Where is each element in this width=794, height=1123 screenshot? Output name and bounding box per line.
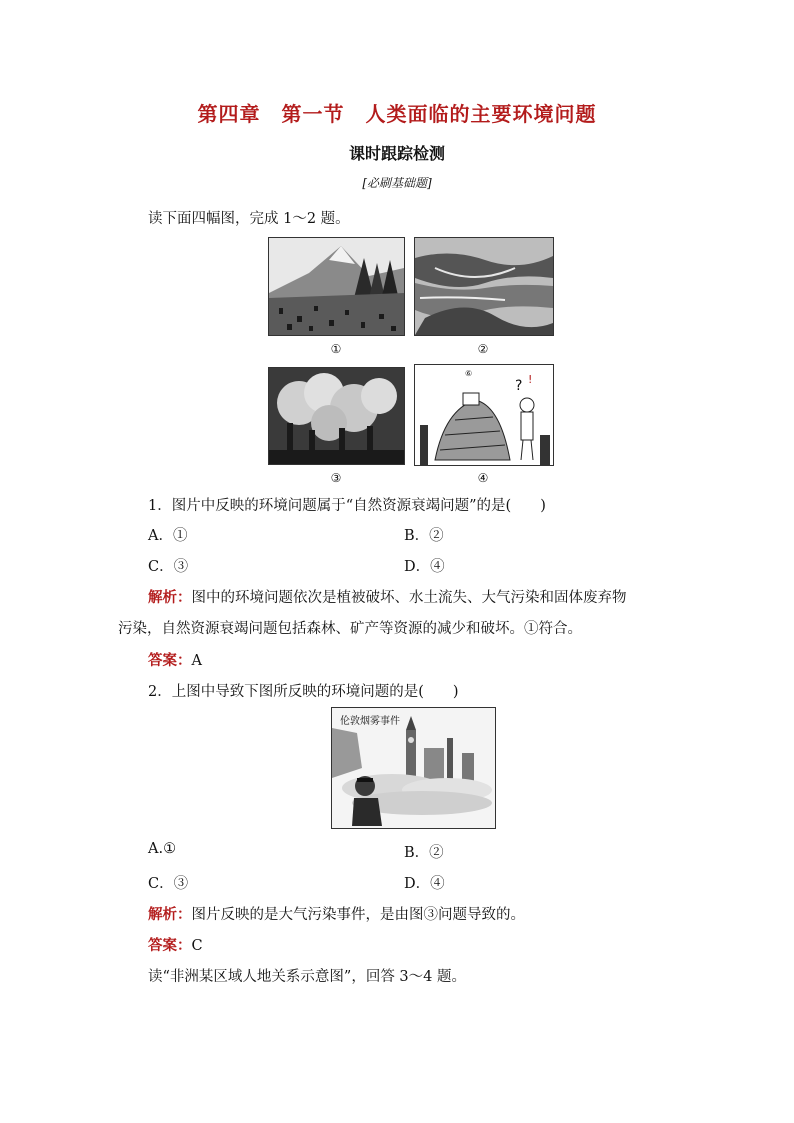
- q2-answer-value: C: [191, 938, 203, 954]
- q1-analysis: [148, 586, 627, 607]
- q1-answer-label: 答案：: [148, 652, 192, 669]
- q2-option-c: C．③: [148, 876, 189, 892]
- q2-answer: [148, 934, 203, 955]
- figure-3-air-pollution: [268, 367, 405, 465]
- figure-3-caption: ③: [330, 471, 342, 485]
- q1-analysis-label: 解析：: [148, 589, 192, 606]
- q2-analysis: [148, 903, 525, 924]
- q1-answer: [148, 649, 202, 670]
- section-label: [必刷基础题]: [362, 176, 432, 190]
- q1-option-d: D．④: [404, 559, 445, 575]
- q2-stem: 2．上图中导致下图所反映的环境问题的是( ): [148, 684, 459, 700]
- cartoon-text: ⑥: [465, 369, 473, 378]
- svg-text:!: !: [528, 373, 533, 386]
- smog-figure-label: 伦敦烟雾事件: [340, 716, 400, 727]
- q2-option-b: B．②: [404, 845, 444, 861]
- figure-london-smog: [331, 707, 496, 829]
- q1-option-c: C．③: [148, 559, 189, 575]
- svg-text:?: ?: [515, 378, 523, 394]
- figure-4-caption: ④: [477, 471, 489, 485]
- q2-answer-label: 答案：: [148, 937, 192, 954]
- figure-1-deforestation: [268, 237, 405, 336]
- q2-option-d: D．④: [404, 876, 445, 892]
- q1-answer-value: A: [191, 653, 202, 669]
- q1-analysis-text-1: 图中的环境问题依次是植被破坏、水土流失、大气污染和固体废弃物: [191, 590, 627, 606]
- q1-option-b: B．②: [404, 528, 444, 544]
- q2-analysis-text: 图片反映的是大气污染事件，是由图③问题导致的。: [191, 907, 525, 923]
- q2-analysis-label: 解析：: [148, 906, 192, 923]
- intro-text: 读下面四幅图，完成 1～2 题。: [148, 211, 350, 227]
- chapter-title: 第四章 第一节 人类面临的主要环境问题: [197, 102, 597, 126]
- figure-1-caption: ①: [330, 342, 342, 356]
- page-subtitle: 课时跟踪检测: [348, 144, 445, 163]
- q1-analysis-text-2: 污染，自然资源衰竭问题包括森林、矿产等资源的减少和破坏。①符合。: [118, 621, 582, 637]
- figure-2-caption: ②: [477, 342, 489, 356]
- q2-option-a: A.①: [148, 841, 177, 857]
- figure-4-solid-waste: [414, 364, 554, 466]
- next-instruction: 读“非洲某区域人地关系示意图”，回答 3～4 题。: [148, 969, 466, 985]
- q1-option-a: A．①: [148, 528, 188, 544]
- figure-2-soil-erosion: [414, 237, 554, 336]
- q1-stem: 1．图片中反映的环境问题属于“自然资源衰竭问题”的是( ): [148, 498, 546, 514]
